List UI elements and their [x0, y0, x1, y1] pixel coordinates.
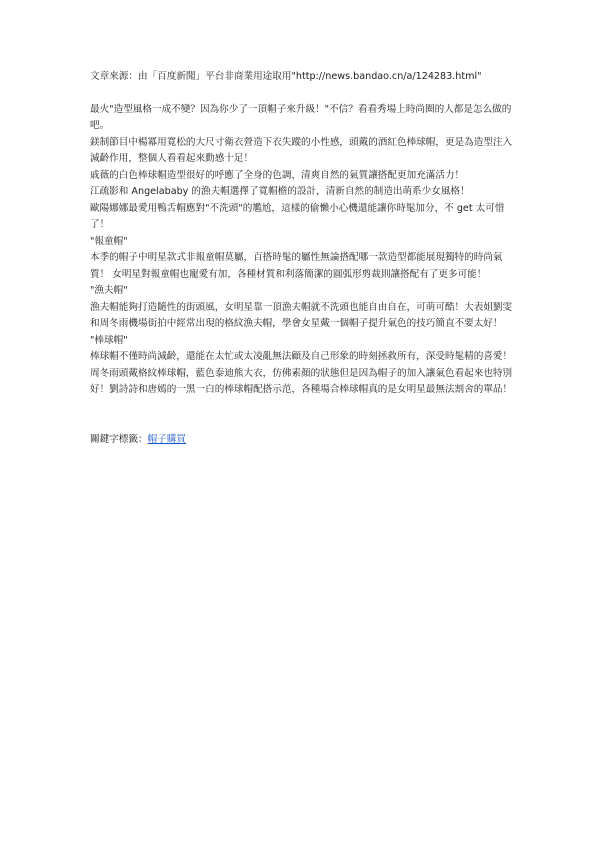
- spacer: [90, 399, 520, 432]
- section-heading-baseball-cap: "棒球帽": [90, 334, 128, 346]
- intro-paragraph-1: 最火"造型風格一成不變？因為你少了一頂帽子來升級！"不信？看看秀場上時尚圈的人都是怎么做的吧。: [90, 103, 512, 131]
- keywords-row: [90, 432, 520, 449]
- source-line: 文章來源：由「百度新聞」平台非商業用途取用"http://news.bandao.cn/a/124283.html": [90, 71, 482, 82]
- intro-paragraph-5: 歐陽娜娜最愛用鴨舌帽應對"不洗頭"的尷尬，這樣的偷懶小心機還能讓你時髦加分，不 get 太可惜了！: [90, 202, 505, 230]
- section-body-newsboy-cap: 本季的帽子中明星款式非報童帽莫屬，百搭時髦的屬性無論搭配哪一款造型都能展現獨特的時尚氣質！ 女明星對報童帽也寵愛有加，各種材質和利落簡潔的圓弧形剪裁則讓搭配有了更多可能！: [90, 252, 503, 280]
- keywords-label: 關鍵字標籤：: [90, 433, 148, 445]
- keyword-link-hat-purchase[interactable]: 帽子購買: [147, 433, 186, 445]
- section-body-bucket-hat: 漁夫帽能夠打造隨性的街頭風，女明星靠一頂漁夫帽就不洗頭也能自由自在，可萌可酷！大表姐劉雯和周冬雨機場街拍中經常出現的格紋漁夫帽，學會女星戴一個帽子提升氣色的技巧簡直不要太好！: [90, 301, 513, 329]
- intro-paragraph-2: 鎂制節目中楊冪用寬松的大尺寸衛衣營造下衣失蹤的小性感，頭戴的酒紅色棒球帽，更是為造型注入減齡作用，整個人看看起來動感十足！: [90, 136, 513, 164]
- section-heading-bucket-hat: "漁夫帽": [90, 285, 128, 296]
- section-heading-newsboy-cap: "報童帽": [90, 235, 128, 247]
- intro-paragraph-3: 戚薇的白色棒球帽造型很好的呼應了全身的色調，清爽自然的氣質讓搭配更加充滿活力！: [90, 169, 465, 181]
- section-body-baseball-cap: 棒球帽不僅時尚減齡，還能在太忙或太凌亂無法顧及自己形象的時刻拯救所有，深受時髦精的喜愛！周冬雨頭戴格紋棒球帽，藍色泰迪熊大衣，仿佛素顏的狀態但是因為帽子的加入讓氣色看起來也特別好！劉詩詩和唐嫣的一黑一白的棒球帽配搭示范，各種場合棒球帽真的是女明星最無法割舍的單品！: [90, 351, 513, 395]
- article: [90, 69, 520, 448]
- intro-paragraph-4: 江疏影和 Angelababy 的漁夫帽選擇了寬帽檐的設計，清新自然的制造出萌系少女風格！: [90, 186, 470, 197]
